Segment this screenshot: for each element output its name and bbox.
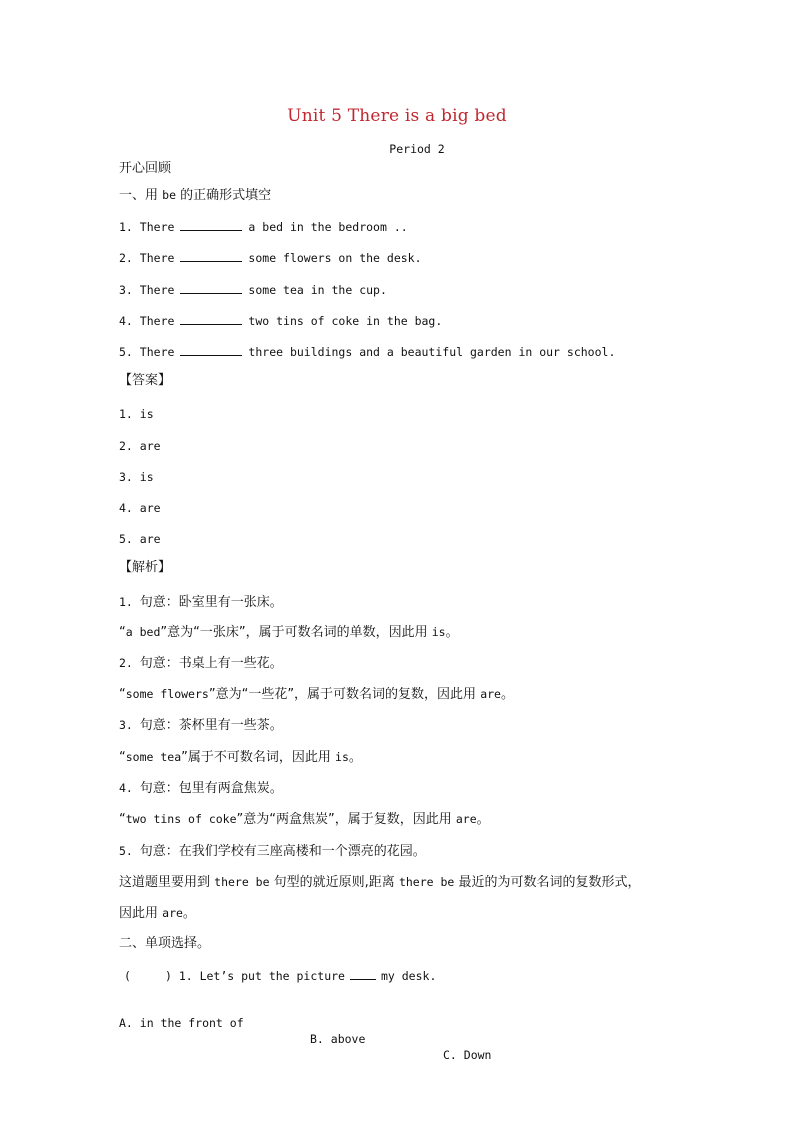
page-title: Unit 5 There is a big bed	[287, 106, 507, 126]
period-label: Period 2	[389, 142, 445, 156]
part2-heading: 二、单项选择。	[119, 936, 211, 951]
answer-blank	[180, 313, 242, 325]
mc-options	[0, 999, 794, 1062]
analysis-1-explanation: “a bed”意为“一张床”，属于可数名词的单数，因此用 is。	[119, 625, 459, 640]
answer-4: 4. are	[119, 501, 161, 515]
analysis-2-meaning: 2. 句意：书桌上有一些花。	[119, 656, 283, 671]
analysis-heading: 【解析】	[119, 560, 172, 575]
analysis-3-meaning: 3. 句意：茶杯里有一些茶。	[119, 718, 283, 733]
answer-blank	[180, 250, 242, 262]
part1-heading: 一、用 be 的正确形式填空	[119, 188, 272, 203]
analysis-3-explanation: “some tea”属于不可数名词，因此用 is。	[119, 750, 362, 765]
section-review-heading: 开心回顾	[119, 161, 172, 176]
analysis-1-meaning: 1. 句意：卧室里有一张床。	[119, 595, 283, 610]
answer-2: 2. are	[119, 439, 161, 453]
option-a[interactable]: A. in the front of	[119, 1016, 244, 1030]
question-1: 1. There a bed in the bedroom ..	[119, 220, 408, 234]
answer-blank	[350, 968, 376, 980]
analysis-2-explanation: “some flowers”意为“一些花”，属于可数名词的复数，因此用 are。	[119, 687, 514, 702]
analysis-5-meaning: 5. 句意：在我们学校有三座高楼和一个漂亮的花园。	[119, 844, 426, 859]
answer-blank	[180, 282, 242, 294]
analysis-5-conclusion: 因此用 are。	[119, 906, 196, 921]
answer-5: 5. are	[119, 532, 161, 546]
answer-1: 1. is	[119, 407, 154, 421]
mc-question-1: ( ) 1. Let’s put the picture my desk.	[124, 969, 437, 983]
question-4: 4. There two tins of coke in the bag.	[119, 314, 443, 328]
analysis-4-explanation: “two tins of coke”意为“两盒焦炭”，属于复数，因此用 are。	[119, 812, 490, 827]
answer-blank	[180, 219, 242, 231]
answer-blank	[180, 344, 242, 356]
option-c[interactable]: C. Down	[443, 1048, 492, 1062]
answer-heading: 【答案】	[119, 373, 172, 388]
question-2: 2. There some flowers on the desk.	[119, 251, 422, 265]
analysis-4-meaning: 4. 句意：包里有两盒焦炭。	[119, 781, 283, 796]
answer-3: 3. is	[119, 470, 154, 484]
analysis-5-explanation: 这道题里要用到 there be 句型的就近原则,距离 there be 最近的为可数名词的复数形式，	[119, 875, 641, 890]
question-3: 3. There some tea in the cup.	[119, 283, 387, 297]
question-5: 5. There three buildings and a beautiful garden in our school.	[119, 345, 616, 359]
option-b[interactable]: B. above	[310, 1032, 366, 1046]
